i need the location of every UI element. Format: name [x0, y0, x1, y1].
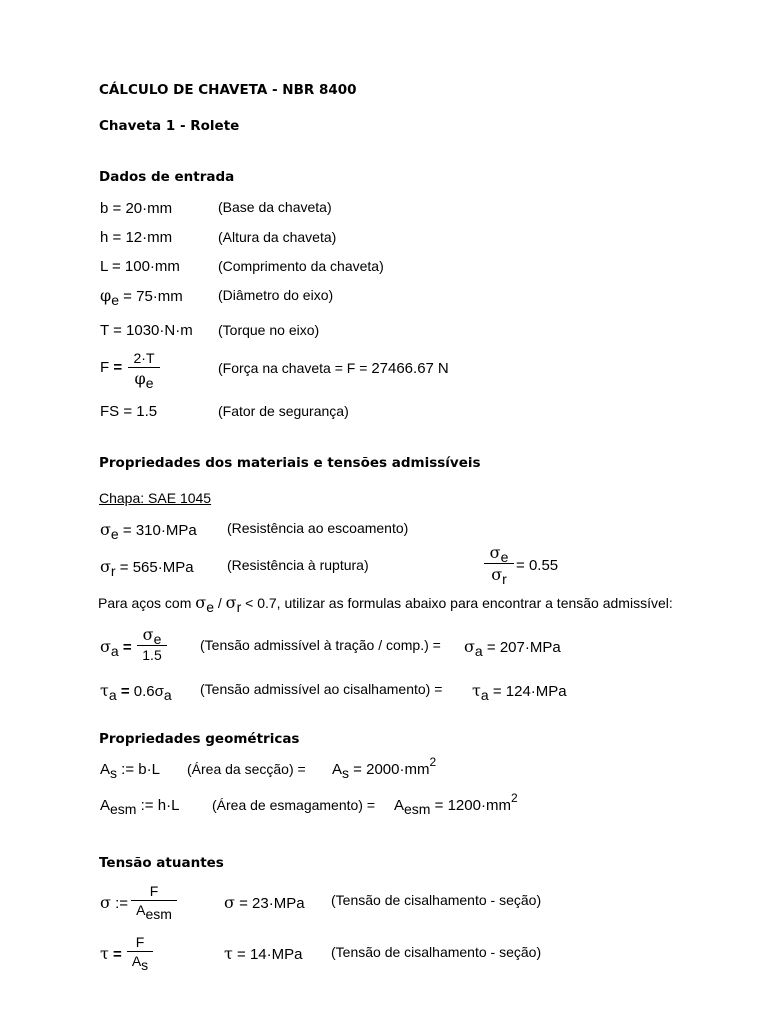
stresses-heading: Tensão atuantes [99, 855, 224, 871]
note-sigma-r: (Resistência à ruptura) [227, 557, 369, 573]
note-As: (Área da secção) = [187, 761, 306, 777]
eq-tau-lhs: τ = [100, 944, 122, 963]
result-tau-a: τa = 124·MPa [472, 681, 567, 703]
result-sigma-a: σa = 207·MPa [464, 637, 561, 659]
eq-T: T = 1030·N·m [100, 322, 193, 339]
eq-FS: FS = 1.5 [100, 403, 158, 420]
document-subtitle: Chaveta 1 - Rolete [99, 118, 240, 134]
eq-tau-a: τa = 0.6σa [100, 681, 172, 703]
eq-F-lhs: F = [100, 359, 123, 376]
note-FS: (Fator de segurança) [218, 403, 349, 419]
result-As: $As = 2000\cdot mm^2$ [332, 755, 437, 781]
note-tau-a: (Tensão admissível ao cisalhamento) = [200, 681, 443, 697]
fraction-sigma: F Aesm [131, 883, 177, 918]
material-label: Chapa: SAE 1045 [99, 490, 212, 506]
rule-text: Para aços com σe / σr < 0.7, utilizar as formulas abaixo para encontrar a tensão admissível: [98, 593, 673, 615]
result-Aesm: Aesm = $1200\cdot mm^2$ [394, 791, 518, 817]
note-sigma-e: (Resistência ao escoamento) [227, 520, 409, 536]
note-T: (Torque no eixo) [218, 322, 320, 338]
eq-sigma-e: σe = 310·MPa [100, 520, 197, 542]
geometry-heading: Propriedades geométricas [99, 731, 300, 747]
note-tau: (Tensão de cisalhamento - seção) [331, 944, 542, 960]
materials-heading: Propriedades dos materiais e tensões admissíveis [99, 455, 481, 471]
document-title: CÁLCULO DE CHAVETA - NBR 8400 [99, 82, 357, 98]
eq-sigma-r: σr = 565·MPa [100, 557, 194, 579]
note-L: (Comprimento da chaveta) [218, 258, 384, 274]
note-phi: (Diâmetro do eixo) [218, 287, 334, 303]
eq-sigma-lhs: σ := [100, 893, 129, 912]
result-tau: τ = 14·MPa [224, 944, 303, 963]
result-sigma: σ = 23·MPa [224, 893, 305, 912]
ratio-result: = 0.55 [516, 557, 559, 574]
eq-h: h = 12·mm [100, 229, 173, 246]
note-F: (Força na chaveta = F = 27466.67 N [218, 360, 449, 377]
fraction-F: $\frac{2\cdot T}{\varphi e}$ [128, 350, 160, 388]
input-heading: Dados de entrada [99, 169, 235, 185]
note-Aesm: (Área de esmagamento) = [212, 797, 376, 813]
eq-phi: φe = 75·mm [100, 286, 183, 308]
eq-Aesm: Aesm := h·L [100, 797, 180, 817]
eq-As: As := b·L [100, 761, 160, 781]
note-b: (Base da chaveta) [218, 199, 332, 215]
eq-sigma-a-lhs: σa = [100, 637, 132, 659]
note-sigma: (Tensão de cisalhamento - seção) [331, 892, 542, 908]
note-sigma-a: (Tensão admissível à tração / comp.) = [200, 637, 441, 653]
eq-L: L = 100·mm [100, 258, 180, 275]
fraction-ratio: $\frac{\sigma e}{\sigma r}$ [484, 543, 514, 584]
fraction-tau: $\frac{F}{As}$ [127, 934, 153, 969]
note-h: (Altura da chaveta) [218, 229, 337, 245]
eq-b: b = 20·mm [100, 200, 173, 217]
fraction-sigma-a: $\frac{\sigma e}{1.5}$ [137, 625, 167, 663]
